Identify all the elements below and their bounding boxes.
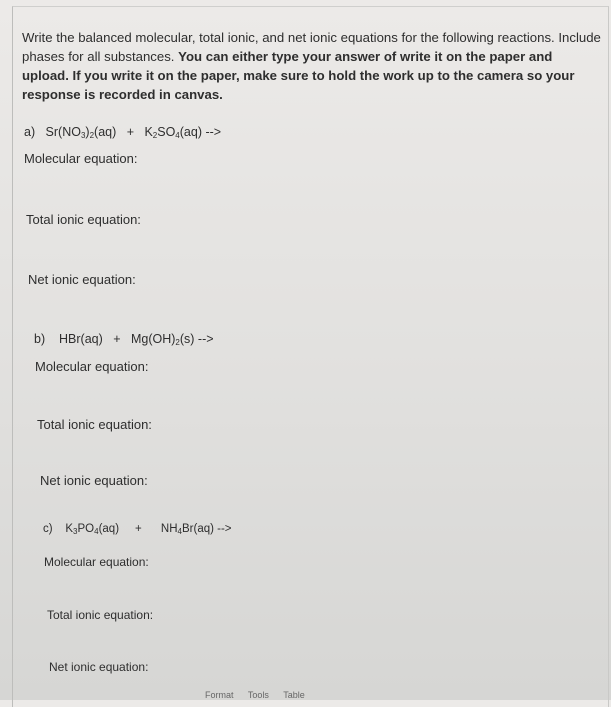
subscript: 2 xyxy=(175,338,180,347)
net-ionic-label-a: Net ionic equation: xyxy=(28,272,136,287)
reactant: PO xyxy=(77,523,95,535)
reactant: HBr(aq) xyxy=(59,332,103,346)
menu-table[interactable]: Table xyxy=(283,690,305,700)
plus-sign: + xyxy=(135,523,142,535)
reactant: (s) xyxy=(179,332,195,346)
net-ionic-label-c: Net ionic equation: xyxy=(49,660,149,674)
part-letter: a) xyxy=(24,125,36,139)
reactant: K xyxy=(144,125,153,139)
molecular-label-b: Molecular equation: xyxy=(35,359,149,374)
subscript: 3 xyxy=(73,527,78,536)
reactant: (aq) xyxy=(98,523,120,535)
reactant: (aq) xyxy=(179,125,202,139)
subscript: 2 xyxy=(152,131,158,140)
instructions xyxy=(22,28,602,104)
net-ionic-label-b: Net ionic equation: xyxy=(40,473,148,488)
arrow: --> xyxy=(205,125,222,139)
total-ionic-label-c: Total ionic equation: xyxy=(47,608,154,622)
question-panel xyxy=(12,6,609,707)
subscript: 4 xyxy=(94,527,99,536)
reactant: Sr(NO xyxy=(45,125,81,139)
total-ionic-label-b: Total ionic equation: xyxy=(37,417,152,432)
part-letter: c) xyxy=(43,523,53,535)
menu-tools[interactable]: Tools xyxy=(247,690,269,700)
arrow: --> xyxy=(197,332,214,346)
reactant: Mg(OH) xyxy=(130,332,176,346)
editor-menubar xyxy=(205,690,317,700)
total-ionic-label-a: Total ionic equation: xyxy=(26,212,141,227)
arrow: --> xyxy=(217,523,232,535)
molecular-label-a: Molecular equation: xyxy=(24,151,138,166)
reactant: K xyxy=(65,523,74,535)
reaction-c xyxy=(43,523,232,536)
instructions-bold: You can either type your answer of write it on the paper and upload. If you write it on the paper, make sure to hold the work up to the camera so your response is recorded in canvas. xyxy=(22,49,575,102)
reaction-a xyxy=(24,125,221,140)
reactant: ) xyxy=(85,125,90,139)
menu-format[interactable]: Format xyxy=(205,690,234,700)
reactant: SO xyxy=(157,125,176,139)
molecular-label-c: Molecular equation: xyxy=(44,555,149,569)
subscript: 2 xyxy=(89,131,95,140)
part-letter: b) xyxy=(34,332,46,346)
plus-sign: + xyxy=(126,125,135,139)
reactant: (aq) xyxy=(94,125,117,139)
reactant: NH xyxy=(160,523,178,535)
subscript: 4 xyxy=(175,131,180,140)
plus-sign: + xyxy=(113,332,121,346)
subscript: 3 xyxy=(80,131,86,140)
reaction-b xyxy=(34,332,214,347)
instructions-plain: Write the balanced molecular, total ionic, and net ionic equations for the following reactions. Include phases for all substances. xyxy=(22,30,601,64)
subscript: 4 xyxy=(177,527,182,536)
reactant: Br(aq) xyxy=(181,523,214,535)
